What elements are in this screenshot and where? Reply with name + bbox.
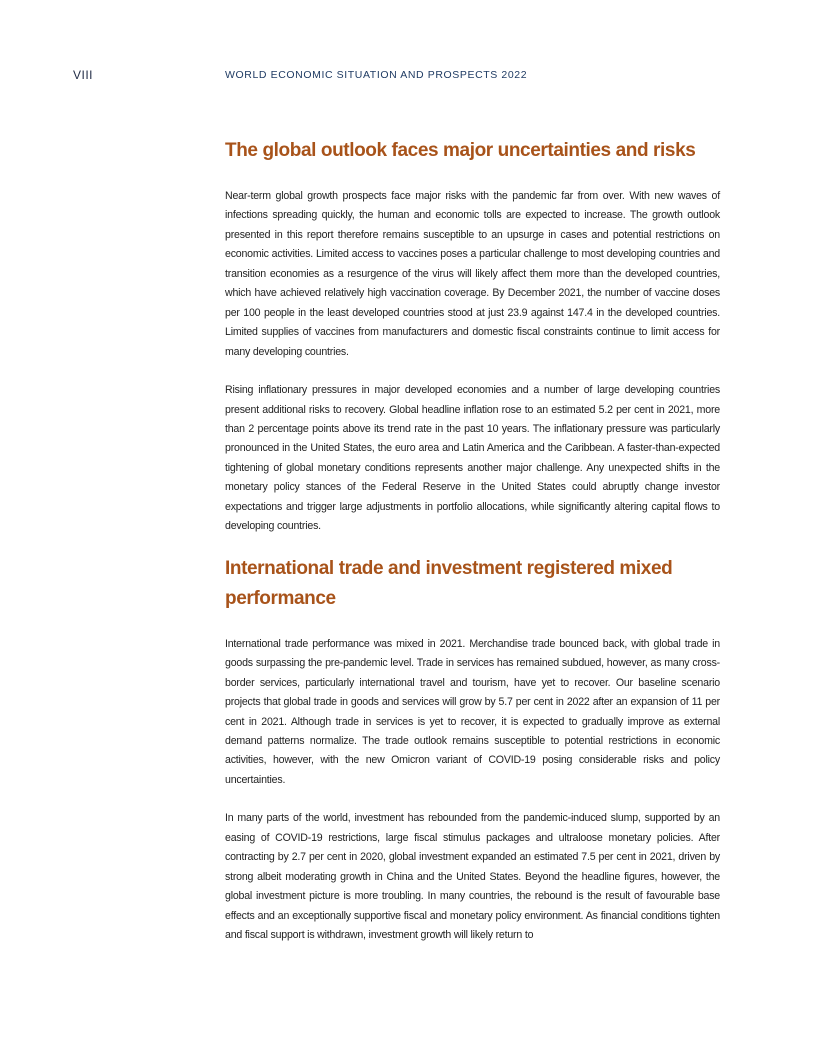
paragraph: Rising inflationary pressures in major developed economies and a number of large developing countries present additional risks to recovery. Global headline inflation rose to an estimated 5.2 per cent in 2021, more than 2 percentage points above its trend rate in the past 10 years. The inflationary pressure was particularly pronounced in the United States, the euro area and Latin America and the Caribbean. A faster-than-expected tightening of global monetary conditions represents another major challenge. Any unexpected shifts in the monetary policy stances of the Federal Reserve in the United States could abruptly change investor expectations and trigger large adjustments in portfolio allocations, while significantly altering capital flows to developing countries. (225, 384, 720, 533)
paragraph: Near-term global growth prospects face major risks with the pandemic far from over. With new waves of infections spreading quickly, the human and economic tolls are expected to increase. The growth outlook presented in this report therefore remains susceptible to an upsurge in cases and potential restrictions on economic activities. Limited access to vaccines poses a particular challenge to most developing countries and transition economies as a resurgence of the virus will likely affect them more than the developed countries, which have achieved relatively high vaccination coverage. By December 2021, the number of vaccine doses per 100 people in the least developed countries stood at just 23.9 against 147.4 in the developed countries. Limited supplies of vaccines from manufacturers and domestic fiscal constraints continue to limit access for many developing countries. (225, 190, 720, 358)
section-trade-investment (225, 554, 720, 946)
main-content (225, 136, 720, 946)
paragraph: In many parts of the world, investment has rebounded from the pandemic-induced slump, supported by an easing of COVID-19 restrictions, large fiscal stimulus packages and ultraloose monetary policies. After contracting by 2.7 per cent in 2020, global investment expanded an estimated 7.5 per cent in 2021, driven by strong albeit moderating growth in China and the United States. Beyond the headline figures, however, the global investment picture is more troubling. In many countries, the rebound is the result of favourable base effects and an exceptionally supportive fiscal and monetary policy environment. As financial conditions tighten and fiscal support is withdrawn, investment growth will likely return to (225, 812, 720, 942)
paragraph: International trade performance was mixed in 2021. Merchandise trade bounced back, with global trade in goods surpassing the pre-pandemic level. Trade in services has remained subdued, however, as many cross-border services, particularly international travel and tourism, have yet to recover. Our baseline scenario projects that global trade in goods and services will grow by 5.7 per cent in 2022 after an expansion of 11 per cent in 2021. Although trade in services is yet to recover, it is expected to gradually improve as external demand patterns normalize. The trade outlook remains susceptible to potential restrictions in economic activities, however, with the new Omicron variant of COVID-19 posing considerable risks and policy uncertainties. (225, 637, 720, 786)
running-header-title: WORLD ECONOMIC SITUATION AND PROSPECTS 2022 (225, 69, 528, 81)
section-heading: The global outlook faces major uncertainties and risks (225, 140, 696, 161)
page-number: VIII (73, 68, 94, 82)
section-global-outlook (225, 136, 720, 537)
section-heading: International trade and investment registered mixed performance (225, 557, 673, 609)
